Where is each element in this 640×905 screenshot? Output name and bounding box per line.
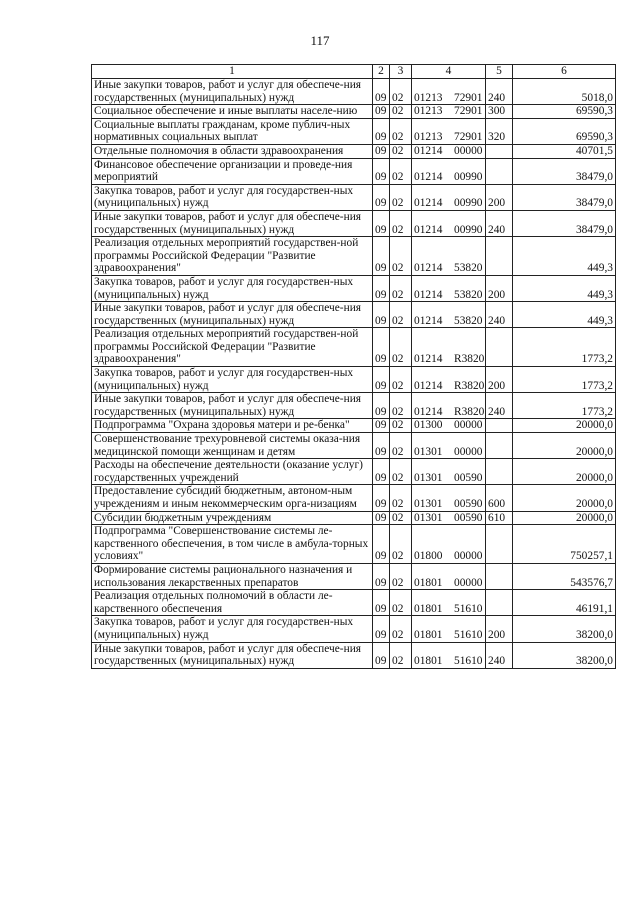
section-code-cell: 09	[373, 367, 390, 393]
target-article-cell	[412, 210, 486, 236]
amount-cell: 449,3	[513, 302, 616, 328]
expense-type-cell: 240	[486, 210, 513, 236]
target-article-program-code: 01213	[414, 131, 443, 144]
target-article-cell	[412, 419, 486, 433]
amount-cell: 20000,0	[513, 511, 616, 525]
row-name-cell: Реализация отдельных мероприятий государствен-ной программы Российской Федерации "Развитие здравоохранения"	[92, 328, 373, 367]
target-article-program-code: 01213	[414, 105, 443, 118]
table-row	[92, 525, 616, 564]
table-row	[92, 118, 616, 144]
section-code-cell: 09	[373, 590, 390, 616]
row-name-cell: Субсидии бюджетным учреждениям	[92, 511, 373, 525]
page-number: 117	[310, 33, 330, 48]
target-article-direction-code: 00990	[454, 171, 483, 184]
target-article-program-code: 01214	[414, 314, 443, 327]
subsection-code-cell: 02	[390, 590, 412, 616]
target-article-program-code: 01214	[414, 379, 443, 392]
table-row	[92, 459, 616, 485]
header-cell: 4	[412, 65, 486, 79]
amount-cell: 20000,0	[513, 485, 616, 511]
target-article-program-code: 01214	[414, 144, 443, 157]
target-article-direction-code: 00590	[454, 471, 483, 484]
expense-type-cell	[486, 144, 513, 158]
table-row	[92, 511, 616, 525]
target-article-direction-code: 51610	[454, 655, 483, 668]
amount-cell: 20000,0	[513, 419, 616, 433]
table-row	[92, 433, 616, 459]
row-name-cell: Иные закупки товаров, работ и услуг для обеспече-ния государственных (муниципальных) нужд	[92, 210, 373, 236]
target-article-cell	[412, 184, 486, 210]
table-row	[92, 616, 616, 642]
table-row	[92, 158, 616, 184]
target-article-program-code: 01801	[414, 576, 443, 589]
row-name-cell: Закупка товаров, работ и услуг для государствен-ных (муниципальных) нужд	[92, 184, 373, 210]
expense-type-cell	[486, 158, 513, 184]
subsection-code-cell: 02	[390, 184, 412, 210]
subsection-code-cell: 02	[390, 210, 412, 236]
table-row	[92, 642, 616, 668]
subsection-code-cell: 02	[390, 511, 412, 525]
table-body	[92, 79, 616, 669]
amount-cell: 1773,2	[513, 367, 616, 393]
target-article-cell	[412, 237, 486, 276]
target-article-program-code: 01214	[414, 288, 443, 301]
table-row	[92, 302, 616, 328]
subsection-code-cell: 02	[390, 367, 412, 393]
row-name-cell: Реализация отдельных мероприятий государствен-ной программы Российской Федерации "Развитие здравоохранения"	[92, 237, 373, 276]
target-article-program-code: 01214	[414, 353, 443, 366]
row-name-cell: Формирование системы рационального назначения и использования лекарственных препаратов	[92, 563, 373, 589]
row-name-cell: Социальные выплаты гражданам, кроме публич-ных нормативных социальных выплат	[92, 118, 373, 144]
section-code-cell: 09	[373, 79, 390, 105]
section-code-cell: 09	[373, 393, 390, 419]
target-article-direction-code: 72901	[454, 91, 483, 104]
row-name-cell: Реализация отдельных полномочий в области ле-карственного обеспечения	[92, 590, 373, 616]
target-article-program-code: 01801	[414, 628, 443, 641]
expense-type-cell: 240	[486, 79, 513, 105]
expense-type-cell: 240	[486, 302, 513, 328]
subsection-code-cell: 02	[390, 459, 412, 485]
amount-cell: 1773,2	[513, 393, 616, 419]
subsection-code-cell: 02	[390, 485, 412, 511]
table-row	[92, 590, 616, 616]
row-name-cell: Отдельные полномочия в области здравоохранения	[92, 144, 373, 158]
subsection-code-cell: 02	[390, 525, 412, 564]
expense-type-cell: 610	[486, 511, 513, 525]
expense-type-cell: 300	[486, 105, 513, 119]
subsection-code-cell: 02	[390, 79, 412, 105]
target-article-direction-code: 53820	[454, 314, 483, 327]
subsection-code-cell: 02	[390, 563, 412, 589]
section-code-cell: 09	[373, 459, 390, 485]
target-article-cell	[412, 302, 486, 328]
amount-cell: 40701,5	[513, 144, 616, 158]
expense-type-cell	[486, 459, 513, 485]
amount-cell: 20000,0	[513, 459, 616, 485]
target-article-cell	[412, 105, 486, 119]
amount-cell: 46191,1	[513, 590, 616, 616]
expense-type-cell: 200	[486, 184, 513, 210]
table-row	[92, 210, 616, 236]
expense-type-cell	[486, 433, 513, 459]
target-article-cell	[412, 485, 486, 511]
target-article-program-code: 01301	[414, 445, 443, 458]
subsection-code-cell: 02	[390, 328, 412, 367]
row-name-cell: Закупка товаров, работ и услуг для государствен-ных (муниципальных) нужд	[92, 616, 373, 642]
target-article-program-code: 01301	[414, 471, 443, 484]
section-code-cell: 09	[373, 563, 390, 589]
target-article-program-code: 01214	[414, 262, 443, 275]
expense-type-cell: 320	[486, 118, 513, 144]
expense-type-cell	[486, 590, 513, 616]
amount-cell: 1773,2	[513, 328, 616, 367]
budget-table	[91, 64, 616, 669]
target-article-direction-code: R3820	[454, 379, 485, 392]
target-article-direction-code: 51610	[454, 602, 483, 615]
table-row	[92, 79, 616, 105]
table-row	[92, 144, 616, 158]
target-article-program-code: 01214	[414, 405, 443, 418]
subsection-code-cell: 02	[390, 105, 412, 119]
row-name-cell: Иные закупки товаров, работ и услуг для обеспече-ния государственных (муниципальных) нужд	[92, 302, 373, 328]
target-article-direction-code: R3820	[454, 353, 485, 366]
subsection-code-cell: 02	[390, 419, 412, 433]
target-article-cell	[412, 158, 486, 184]
subsection-code-cell: 02	[390, 642, 412, 668]
expense-type-cell: 200	[486, 367, 513, 393]
target-article-direction-code: 00000	[454, 576, 483, 589]
expense-type-cell: 200	[486, 616, 513, 642]
target-article-cell	[412, 563, 486, 589]
table-row	[92, 328, 616, 367]
header-cell: 6	[513, 65, 616, 79]
row-name-cell: Подпрограмма "Охрана здоровья матери и ре-бенка"	[92, 419, 373, 433]
target-article-direction-code: 53820	[454, 262, 483, 275]
table-row	[92, 563, 616, 589]
target-article-program-code: 01214	[414, 223, 443, 236]
table-row	[92, 275, 616, 301]
table-row	[92, 184, 616, 210]
target-article-cell	[412, 590, 486, 616]
subsection-code-cell: 02	[390, 302, 412, 328]
row-name-cell: Иные закупки товаров, работ и услуг для обеспече-ния государственных (муниципальных) нужд	[92, 393, 373, 419]
subsection-code-cell: 02	[390, 144, 412, 158]
target-article-cell	[412, 393, 486, 419]
section-code-cell: 09	[373, 642, 390, 668]
section-code-cell: 09	[373, 144, 390, 158]
target-article-cell	[412, 433, 486, 459]
table-row	[92, 419, 616, 433]
subsection-code-cell: 02	[390, 275, 412, 301]
header-cell: 2	[373, 65, 390, 79]
target-article-program-code: 01301	[414, 498, 443, 510]
row-name-cell: Подпрограмма "Совершенствование системы ле-карственного обеспечения, в том числе в амбула-торных условиях"	[92, 525, 373, 564]
expense-type-cell: 240	[486, 393, 513, 419]
target-article-cell	[412, 511, 486, 525]
expense-type-cell: 240	[486, 642, 513, 668]
section-code-cell: 09	[373, 302, 390, 328]
row-name-cell: Предоставление субсидий бюджетным, автоном-ным учреждениям и иным некоммерческим орга-низациям	[92, 485, 373, 511]
subsection-code-cell: 02	[390, 433, 412, 459]
expense-type-cell	[486, 419, 513, 433]
row-name-cell: Финансовое обеспечение организации и проведе-ния мероприятий	[92, 158, 373, 184]
target-article-direction-code: 53820	[454, 288, 483, 301]
section-code-cell: 09	[373, 328, 390, 367]
section-code-cell: 09	[373, 485, 390, 511]
target-article-program-code: 01214	[414, 171, 443, 184]
section-code-cell: 09	[373, 118, 390, 144]
section-code-cell: 09	[373, 184, 390, 210]
table-row	[92, 237, 616, 276]
row-name-cell: Расходы на обеспечение деятельности (оказание услуг) государственных учреждений	[92, 459, 373, 485]
target-article-direction-code: 00590	[454, 511, 483, 524]
amount-cell: 20000,0	[513, 433, 616, 459]
header-cell: 5	[486, 65, 513, 79]
amount-cell: 38479,0	[513, 210, 616, 236]
target-article-cell	[412, 118, 486, 144]
target-article-cell	[412, 328, 486, 367]
amount-cell: 38200,0	[513, 616, 616, 642]
subsection-code-cell: 02	[390, 393, 412, 419]
expense-type-cell	[486, 237, 513, 276]
table-header-row	[92, 65, 616, 79]
expense-type-cell	[486, 525, 513, 564]
expense-type-cell	[486, 328, 513, 367]
row-name-cell: Закупка товаров, работ и услуг для государствен-ных (муниципальных) нужд	[92, 275, 373, 301]
subsection-code-cell: 02	[390, 616, 412, 642]
amount-cell: 750257,1	[513, 525, 616, 564]
amount-cell: 449,3	[513, 237, 616, 276]
expense-type-cell: 200	[486, 275, 513, 301]
target-article-cell	[412, 642, 486, 668]
section-code-cell: 09	[373, 105, 390, 119]
amount-cell: 69590,3	[513, 118, 616, 144]
subsection-code-cell: 02	[390, 158, 412, 184]
subsection-code-cell: 02	[390, 118, 412, 144]
table-row	[92, 485, 616, 511]
target-article-cell	[412, 616, 486, 642]
amount-cell: 69590,3	[513, 105, 616, 119]
amount-cell: 38479,0	[513, 184, 616, 210]
target-article-direction-code: 00990	[454, 197, 483, 210]
row-name-cell: Иные закупки товаров, работ и услуг для обеспече-ния государственных (муниципальных) нужд	[92, 642, 373, 668]
target-article-direction-code: 00590	[454, 498, 483, 510]
target-article-direction-code: 00000	[454, 144, 483, 157]
target-article-direction-code: 72901	[454, 131, 483, 144]
section-code-cell: 09	[373, 511, 390, 525]
row-name-cell: Иные закупки товаров, работ и услуг для обеспече-ния государственных (муниципальных) нужд	[92, 79, 373, 105]
target-article-cell	[412, 525, 486, 564]
target-article-direction-code: 00990	[454, 223, 483, 236]
target-article-direction-code: R3820	[454, 405, 485, 418]
section-code-cell: 09	[373, 616, 390, 642]
target-article-cell	[412, 367, 486, 393]
row-name-cell: Закупка товаров, работ и услуг для государствен-ных (муниципальных) нужд	[92, 367, 373, 393]
target-article-cell	[412, 79, 486, 105]
row-name-cell: Социальное обеспечение и иные выплаты населе-нию	[92, 105, 373, 119]
target-article-cell	[412, 459, 486, 485]
amount-cell: 543576,7	[513, 563, 616, 589]
amount-cell: 5018,0	[513, 79, 616, 105]
header-cell: 1	[92, 65, 373, 79]
amount-cell: 449,3	[513, 275, 616, 301]
table-row	[92, 105, 616, 119]
target-article-program-code: 01301	[414, 511, 443, 524]
target-article-program-code: 01801	[414, 655, 443, 668]
target-article-program-code: 01213	[414, 91, 443, 104]
amount-cell: 38200,0	[513, 642, 616, 668]
section-code-cell: 09	[373, 237, 390, 276]
table-row	[92, 367, 616, 393]
section-code-cell: 09	[373, 525, 390, 564]
section-code-cell: 09	[373, 275, 390, 301]
target-article-program-code: 01300	[414, 419, 443, 432]
target-article-cell	[412, 144, 486, 158]
expense-type-cell: 600	[486, 485, 513, 511]
target-article-program-code: 01214	[414, 197, 443, 210]
target-article-direction-code: 00000	[454, 445, 483, 458]
section-code-cell: 09	[373, 210, 390, 236]
table-row	[92, 393, 616, 419]
header-cell: 3	[390, 65, 412, 79]
target-article-direction-code: 51610	[454, 628, 483, 641]
target-article-direction-code: 00000	[454, 550, 483, 563]
expense-type-cell	[486, 563, 513, 589]
section-code-cell: 09	[373, 433, 390, 459]
section-code-cell: 09	[373, 158, 390, 184]
section-code-cell: 09	[373, 419, 390, 433]
target-article-direction-code: 00000	[454, 419, 483, 432]
amount-cell: 38479,0	[513, 158, 616, 184]
target-article-program-code: 01800	[414, 550, 443, 563]
row-name-cell: Совершенствование трехуровневой системы оказа-ния медицинской помощи женщинам и детям	[92, 433, 373, 459]
subsection-code-cell: 02	[390, 237, 412, 276]
target-article-direction-code: 72901	[454, 105, 483, 118]
target-article-cell	[412, 275, 486, 301]
target-article-program-code: 01801	[414, 602, 443, 615]
